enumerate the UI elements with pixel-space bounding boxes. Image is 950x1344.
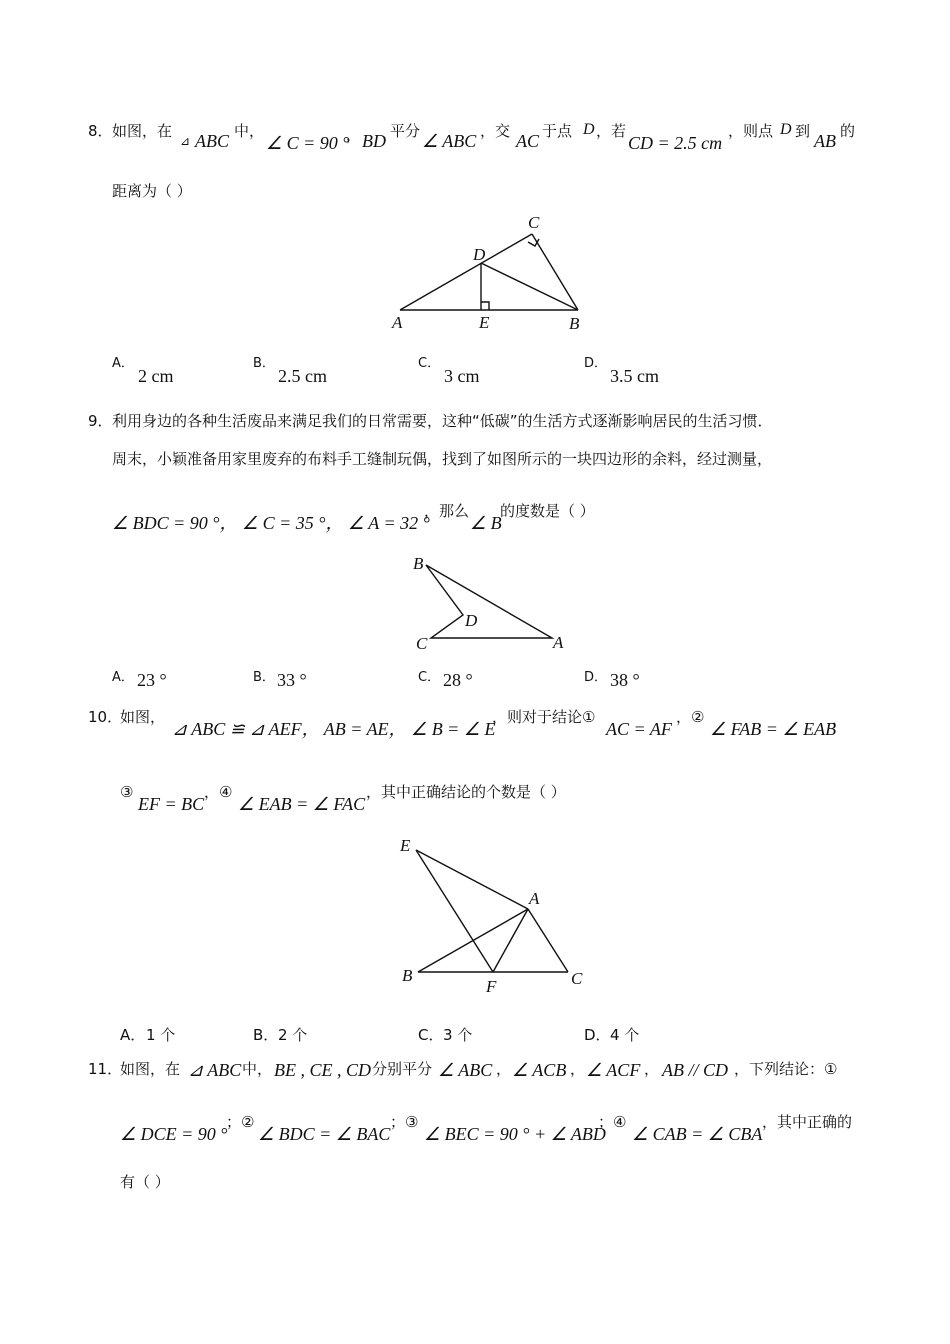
- q8-text: ，则点: [728, 122, 774, 140]
- option-letter[interactable]: B．: [253, 356, 275, 371]
- q11-text: ，: [570, 1060, 586, 1078]
- math-parallel: AB // CD: [662, 1060, 728, 1080]
- q11-text: ，: [496, 1060, 512, 1078]
- option-letter[interactable]: D．: [584, 356, 608, 371]
- option-value[interactable]: 2.5 cm: [278, 366, 327, 386]
- math-angle-c: ∠ C = 90 °: [266, 133, 350, 153]
- q9-text: ，那么: [424, 502, 470, 520]
- option-value[interactable]: 3.5 cm: [610, 366, 659, 386]
- q8-text: 到: [795, 122, 811, 140]
- label-f: F: [486, 977, 497, 996]
- question-number: 10．: [88, 708, 123, 726]
- right-angle-mark: [528, 239, 539, 246]
- option-letter[interactable]: C．: [418, 356, 441, 371]
- q11-text: 中，: [242, 1060, 273, 1078]
- label-e: E: [479, 313, 490, 332]
- segment-ac: [528, 909, 568, 972]
- option-value[interactable]: 2 cm: [138, 366, 174, 386]
- math-congruence: ⊿ ABC ≌ ⊿ AEF， AB = AE， ∠ B = ∠ E: [172, 719, 496, 739]
- label-e: E: [400, 836, 411, 855]
- option-letter[interactable]: B．: [253, 670, 275, 685]
- segment-ea: [416, 850, 528, 909]
- q11-text: ，其中正确的: [762, 1113, 853, 1131]
- q8-text: ，: [346, 126, 362, 144]
- question-number: 11．: [88, 1060, 123, 1078]
- math-conclusion-3: EF = BC: [138, 794, 205, 814]
- option-value[interactable]: 23 °: [137, 670, 167, 690]
- q11-text: ；③: [390, 1113, 419, 1131]
- option-letter[interactable]: B．: [253, 1026, 279, 1044]
- label-b: B: [413, 554, 424, 573]
- q11-text: ，: [644, 1060, 660, 1078]
- q10-text: ，则对于结论①: [492, 708, 596, 726]
- q8-text: ，若: [596, 122, 627, 140]
- question-number: 9．: [88, 412, 113, 430]
- question-number: 8．: [88, 122, 113, 140]
- label-a: A: [553, 633, 564, 652]
- math-d: D: [780, 121, 792, 138]
- option-letter[interactable]: C．: [418, 670, 441, 685]
- q11-text: 如图，在: [120, 1060, 181, 1078]
- math-given-angles: ∠ BDC = 90 °， ∠ C = 35 °， ∠ A = 32 °: [112, 513, 430, 533]
- option-value[interactable]: 3 个: [443, 1026, 473, 1044]
- label-c: C: [416, 634, 428, 653]
- label-c: C: [528, 213, 540, 232]
- q8-text: ，交: [480, 122, 511, 140]
- label-c: C: [571, 969, 583, 988]
- q11-text: 分别平分: [372, 1060, 433, 1078]
- q8-text: 如图，在: [112, 122, 173, 140]
- q11-text-line3: 有（ ）: [120, 1173, 170, 1191]
- label-a: A: [392, 313, 403, 332]
- label-a: A: [529, 889, 540, 908]
- math-conclusion-2: ∠ FAB = ∠ EAB: [710, 719, 837, 739]
- option-letter[interactable]: C．: [418, 1026, 444, 1044]
- option-letter[interactable]: A．: [120, 1026, 146, 1044]
- option-letter[interactable]: D．: [584, 1026, 611, 1044]
- q8-text: 平分: [390, 122, 421, 140]
- q11-text: ，下列结论：①: [734, 1060, 838, 1078]
- q10-text: ，其中正确结论的个数是（ ）: [366, 783, 566, 801]
- option-value[interactable]: 2 个: [278, 1026, 308, 1044]
- label-b: B: [402, 966, 413, 985]
- option-value[interactable]: 3 cm: [444, 366, 480, 386]
- math-conclusion-4: ∠ CAB = ∠ CBA: [632, 1124, 763, 1144]
- math-conclusion-4: ∠ EAB = ∠ FAC: [238, 794, 366, 814]
- label-d: D: [473, 245, 486, 264]
- option-value[interactable]: 1 个: [146, 1026, 176, 1044]
- q8-text: 于点: [542, 122, 573, 140]
- q8-text: 的: [840, 122, 856, 140]
- label-b: B: [569, 314, 580, 333]
- segment-ef: [416, 850, 493, 972]
- math-abc: ABC: [195, 131, 229, 151]
- q8-figure: [392, 212, 592, 332]
- math-conclusion-2: ∠ BDC = ∠ BAC: [258, 1124, 391, 1144]
- q11-text: ；②: [226, 1113, 255, 1131]
- math-bd: BD: [362, 131, 386, 151]
- math-conclusion-3: ∠ BEC = 90 ° + ∠ ABD: [424, 1124, 606, 1144]
- option-letter[interactable]: A．: [112, 356, 134, 371]
- option-value[interactable]: 38 °: [610, 670, 640, 690]
- option-value[interactable]: 4 个: [610, 1026, 640, 1044]
- math-angle-abc: ∠ ABC: [422, 131, 477, 151]
- option-value[interactable]: 33 °: [277, 670, 307, 690]
- q10-text: ，: [832, 710, 848, 728]
- q10-text: 如图，: [120, 708, 166, 726]
- q8-text-line2: 距离为（ ）: [112, 182, 192, 200]
- q9-text-line2: 周末，小颖准备用家里废弃的布料手工缝制玩偶，找到了如图所示的一块四边形的余料，经过测量，: [112, 450, 773, 468]
- q9-text: 的度数是（ ）: [500, 502, 595, 520]
- math-conclusion-1: ∠ DCE = 90 °: [120, 1124, 228, 1144]
- option-value[interactable]: 28 °: [443, 670, 473, 690]
- math-angle-acf: ∠ ACF: [586, 1060, 641, 1080]
- math-bisectors: BE , CE , CD: [274, 1060, 371, 1080]
- q9-figure: [410, 552, 580, 652]
- q10-text: ③: [120, 783, 134, 801]
- math-d: D: [583, 121, 595, 138]
- segment-ac: [400, 234, 532, 310]
- math-ab: AB: [814, 131, 836, 151]
- math-angle-acb: ∠ ACB: [512, 1060, 567, 1080]
- right-angle-mark: [481, 302, 489, 310]
- q10-text: ，②: [676, 708, 705, 726]
- label-d: D: [465, 611, 478, 630]
- triangle-symbol: ⊿: [180, 134, 191, 148]
- option-letter[interactable]: D．: [584, 670, 608, 685]
- q9-text-line1: 利用身边的各种生活废品来满足我们的日常需要，这种“低碳”的生活方式逐渐影响居民的生活习惯．: [112, 412, 773, 430]
- math-ac: AC: [516, 131, 540, 151]
- quadrilateral-abdc: [426, 565, 552, 638]
- q10-figure: [396, 832, 596, 1002]
- q10-text: ，④: [204, 783, 233, 801]
- math-conclusion-1: AC = AF: [606, 719, 672, 739]
- math-cd: CD = 2.5 cm: [628, 133, 723, 153]
- option-letter[interactable]: A．: [112, 670, 134, 685]
- math-angle-b: ∠ B: [470, 513, 502, 533]
- math-angle-abc: ∠ ABC: [438, 1060, 493, 1080]
- q11-text: ；④: [598, 1113, 627, 1131]
- math-triangle-abc: ⊿ ABC: [188, 1060, 242, 1080]
- q8-text: 中，: [234, 122, 265, 140]
